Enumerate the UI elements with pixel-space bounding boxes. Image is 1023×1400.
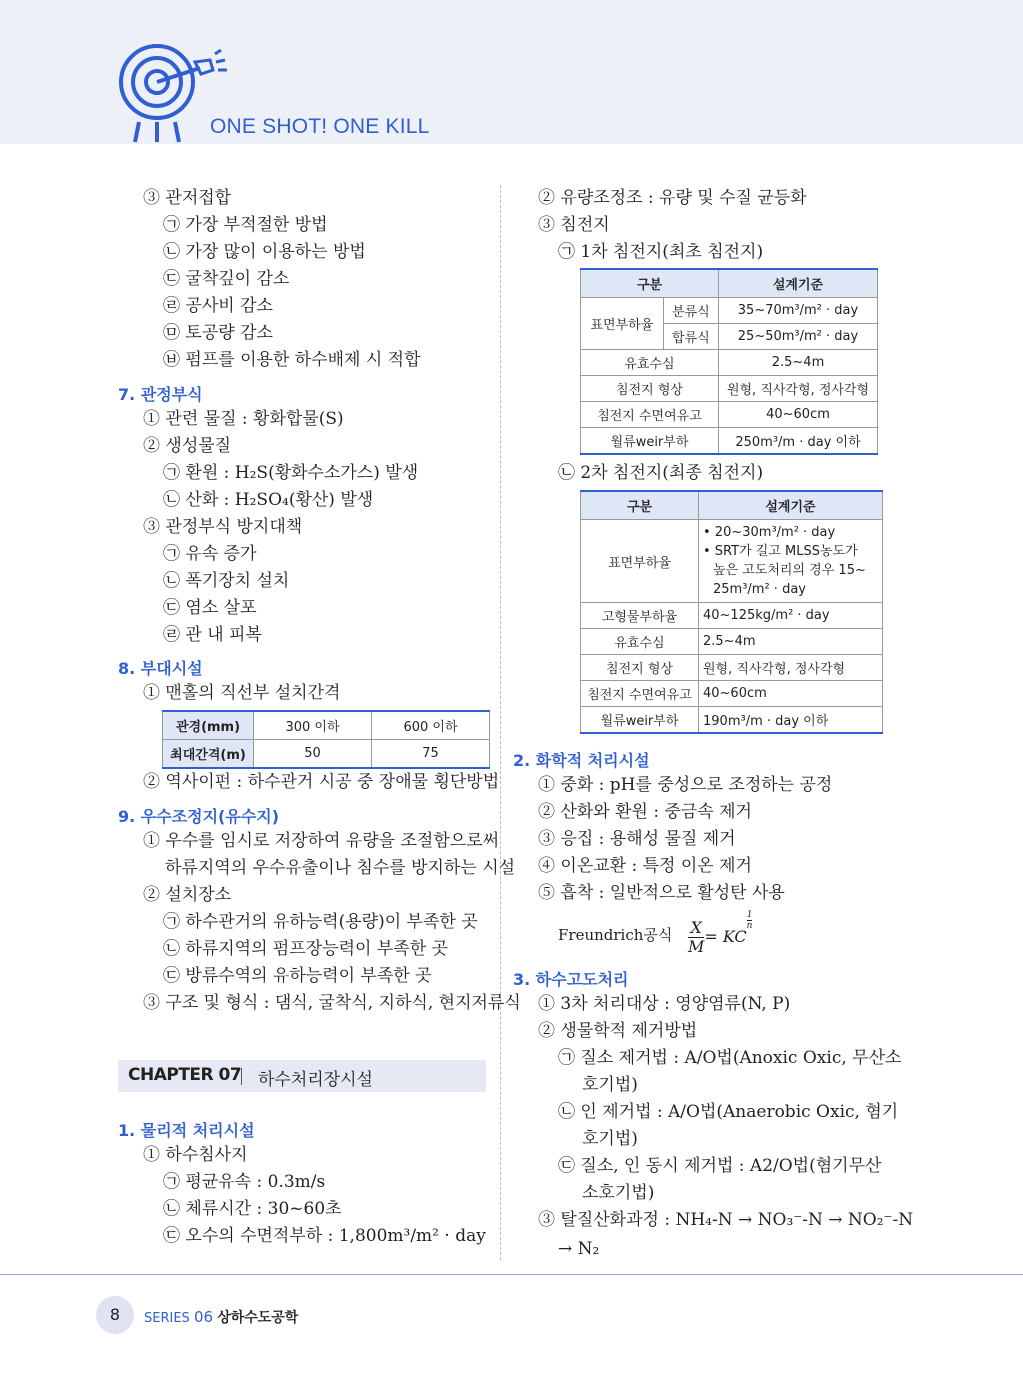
item-text: ㉠ 1차 침전지(최초 침전지)	[558, 242, 764, 262]
item-text: ㉡ 체류시간 : 30~60초	[163, 1199, 342, 1219]
item-text: ㉣ 공사비 감소	[163, 296, 273, 316]
table-cell: 35~70m³/m² · day	[719, 298, 878, 324]
item-text: ㉠ 하수관거의 유하능력(용량)이 부족한 곳	[163, 912, 478, 932]
cell-line: 높은 고도처리의 경우 15~	[713, 563, 866, 578]
item-text: ㉡ 폭기장치 설치	[163, 571, 290, 591]
item-text: ④ 이온교환 : 특정 이온 제거	[538, 856, 752, 876]
page-header	[0, 0, 1023, 144]
table-header: 구분	[581, 491, 699, 520]
brand-title: ONE SHOT! ONE KILL	[210, 115, 430, 138]
section-heading: 9. 우수조정지(유수지)	[118, 807, 280, 826]
item-text: 호기법)	[582, 1075, 638, 1095]
table-header: 구분	[581, 269, 719, 298]
table-cell: 600 이하	[372, 711, 490, 740]
table-header: 최대간격(m)	[163, 740, 254, 769]
table-cell: 190m³/m · day 이하	[699, 707, 883, 734]
chapter-banner	[118, 1060, 486, 1092]
item-text: ㉤ 토공량 감소	[163, 323, 273, 343]
item-text: ㉢ 오수의 수면적부하 : 1,800m³/m² · day	[163, 1226, 486, 1246]
table-header: 설계기준	[719, 269, 878, 298]
freundlich-formula: $\frac{X}{M}$ = KC $^{\frac{1}{n}}$	[688, 910, 753, 956]
table-cell: 유효수심	[581, 350, 719, 376]
item-text: ② 산화와 환원 : 중금속 제거	[538, 802, 752, 822]
item-text: ㉡ 산화 : H₂SO₄(황산) 발생	[163, 490, 374, 510]
item-text: ㉠ 환원 : H₂S(황화수소가스) 발생	[163, 463, 419, 483]
table-header: 설계기준	[699, 491, 883, 520]
item-text: ③ 탈질산화과정 : NH₄-N → NO₃⁻-N → NO₂⁻-N	[538, 1210, 914, 1230]
series-text: SERIES	[144, 1311, 190, 1326]
subject-title: 상하수도공학	[217, 1310, 299, 1326]
table-cell: 2.5~4m	[699, 629, 883, 655]
item-text: ① 3차 처리대상 : 영양염류(N, P)	[538, 994, 791, 1014]
item-text: ① 관련 물질 : 황화합물(S)	[143, 409, 344, 429]
table-header: 관경(mm)	[163, 711, 254, 740]
page-number: 8	[96, 1296, 134, 1334]
item-text: ㉢ 염소 살포	[163, 598, 257, 618]
item-text: ㉠ 가장 부적절한 방법	[163, 215, 328, 235]
table-cell: 40~60cm	[719, 402, 878, 428]
item-text: ㉠ 평균유속 : 0.3m/s	[163, 1172, 326, 1192]
secondary-clarifier-table	[580, 490, 883, 734]
item-text: ③ 관저접합	[143, 188, 232, 208]
item-text: ② 유량조정조 : 유량 및 수질 균등화	[538, 188, 807, 208]
table-cell: 2.5~4m	[719, 350, 878, 376]
table-cell: 침전지 수면여유고	[581, 402, 719, 428]
primary-clarifier-table	[580, 268, 878, 455]
table-cell: 침전지 형상	[581, 376, 719, 402]
table-cell: 표면부하율	[581, 298, 664, 350]
item-text: ㉢ 질소, 인 동시 제거법 : A2/O법(혐기무산	[558, 1156, 882, 1176]
column-divider	[500, 185, 501, 1260]
item-text: ③ 침전지	[538, 215, 610, 235]
table-cell: 고형물부하율	[581, 603, 699, 629]
item-text: ① 하수침사지	[143, 1145, 248, 1165]
series-number: 06	[193, 1308, 214, 1326]
item-text: ㉥ 펌프를 이용한 하수배제 시 적합	[163, 350, 421, 370]
item-text: ㉡ 인 제거법 : A/O법(Anaerobic Oxic, 혐기	[558, 1102, 899, 1122]
section-heading: 7. 관정부식	[118, 385, 203, 404]
table-cell: 25~50m³/m² · day	[719, 324, 878, 350]
item-text: ㉠ 유속 증가	[163, 544, 257, 564]
table-cell: 합류식	[663, 324, 718, 350]
item-text: 호기법)	[582, 1129, 638, 1149]
chapter-separator	[241, 1068, 242, 1085]
item-text: ③ 응집 : 용해성 물질 제거	[538, 829, 736, 849]
section-heading: 2. 화학적 처리시설	[513, 751, 650, 770]
table-cell: 유효수심	[581, 629, 699, 655]
item-text: ② 역사이펀 : 하수관거 시공 중 장애물 횡단방법	[143, 772, 500, 792]
table-cell: 월류weir부하	[581, 707, 699, 734]
section-heading: 8. 부대시설	[118, 659, 203, 678]
table-cell	[699, 520, 883, 603]
section-heading: 3. 하수고도처리	[513, 970, 629, 989]
item-text: ③ 관정부식 방지대책	[143, 517, 303, 537]
chapter-number: CHAPTER 07	[128, 1065, 242, 1085]
item-text: ② 생물학적 제거방법	[538, 1021, 698, 1041]
item-text: ① 맨홀의 직선부 설치간격	[143, 683, 341, 703]
table-cell: 원형, 직사각형, 정사각형	[719, 376, 878, 402]
table-cell: 75	[372, 740, 490, 769]
item-text: 소호기법)	[582, 1183, 655, 1203]
item-text: ㉠ 질소 제거법 : A/O법(Anoxic Oxic, 무산소	[558, 1048, 902, 1068]
table-cell: 50	[254, 740, 372, 769]
item-text: ㉣ 관 내 피복	[163, 625, 262, 645]
item-text: ㉢ 굴착깊이 감소	[163, 269, 290, 289]
item-text: ① 중화 : pH를 중성으로 조정하는 공정	[538, 775, 833, 795]
table-cell: 원형, 직사각형, 정사각형	[699, 655, 883, 681]
item-text: 하류지역의 우수유출이나 침수를 방지하는 시설	[165, 858, 516, 878]
footer-divider	[0, 1274, 1023, 1275]
cell-line: 25m³/m² · day	[713, 582, 806, 597]
item-text: ㉡ 하류지역의 펌프장능력이 부족한 곳	[163, 939, 448, 959]
item-text: ㉢ 방류수역의 유하능력이 부족한 곳	[163, 966, 432, 986]
table-cell: 침전지 형상	[581, 655, 699, 681]
table-cell: 월류weir부하	[581, 428, 719, 455]
item-text: ③ 구조 및 형식 : 댐식, 굴착식, 지하식, 현지저류식	[143, 993, 521, 1013]
item-text: ② 설치장소	[143, 885, 232, 905]
manhole-table	[162, 710, 490, 769]
item-text: ② 생성물질	[143, 436, 232, 456]
table-cell: 40~125kg/m² · day	[699, 603, 883, 629]
section-heading: 1. 물리적 처리시설	[118, 1121, 255, 1140]
formula-label: Freundrich공식	[558, 926, 673, 944]
item-text: ㉡ 2차 침전지(최종 침전지)	[558, 463, 764, 483]
cell-line: • 20~30m³/m² · day	[703, 525, 836, 540]
table-cell: 250m³/m · day 이하	[719, 428, 878, 455]
table-cell: 표면부하율	[581, 520, 699, 603]
table-cell: 분류식	[663, 298, 718, 324]
item-text: ① 우수를 임시로 저장하여 유량을 조절함으로써	[143, 831, 500, 851]
table-cell: 40~60cm	[699, 681, 883, 707]
item-text: → N₂	[558, 1239, 600, 1259]
table-cell: 침전지 수면여유고	[581, 681, 699, 707]
item-text: ㉡ 가장 많이 이용하는 방법	[163, 242, 366, 262]
chapter-title: 하수처리장시설	[258, 1070, 373, 1090]
item-text: ⑤ 흡착 : 일반적으로 활성탄 사용	[538, 883, 785, 903]
table-cell: 300 이하	[254, 711, 372, 740]
series-label	[144, 1307, 298, 1327]
cell-line: • SRT가 길고 MLSS농도가	[703, 544, 858, 559]
